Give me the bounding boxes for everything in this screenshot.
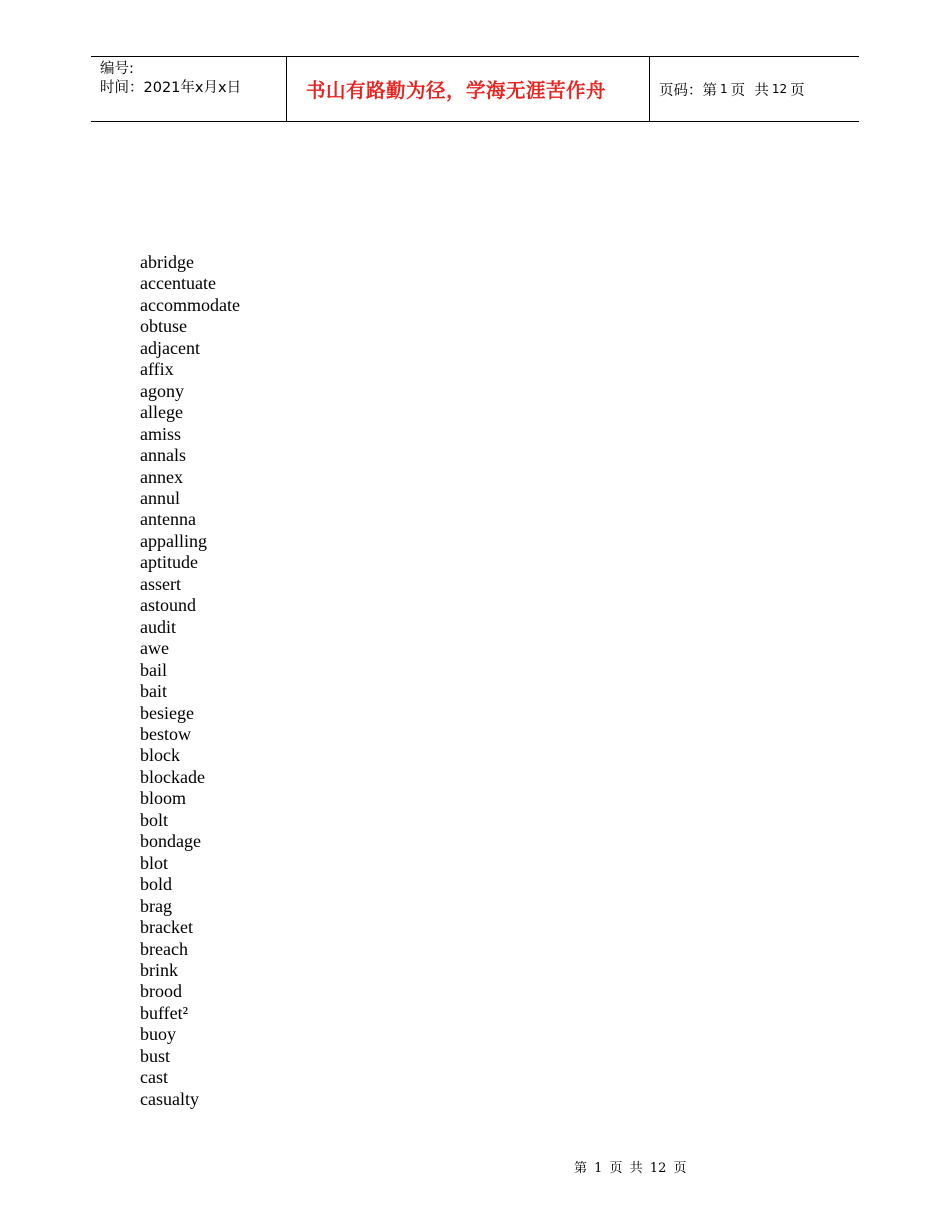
vocabulary-word: buffet²	[140, 1002, 189, 1023]
vocabulary-word: bestow	[140, 723, 191, 744]
time-label: 时间：2021年x月x日	[100, 80, 242, 96]
vocabulary-word: amiss	[140, 423, 182, 444]
page-suffix: 页	[790, 82, 805, 99]
motto-text: 书山有路勤为径，学海无涯苦作舟	[306, 79, 607, 102]
vocabulary-word: assert	[140, 573, 181, 594]
vocabulary-word: antenna	[140, 509, 196, 530]
vocabulary-list	[140, 252, 240, 1110]
vocabulary-word: annals	[140, 445, 186, 466]
page-header	[91, 56, 859, 122]
vocabulary-word: agony	[140, 380, 184, 401]
vocabulary-word: aptitude	[140, 552, 198, 573]
vocabulary-word: bondage	[140, 831, 201, 852]
vocabulary-word: adjacent	[140, 337, 200, 358]
vocabulary-word: besiege	[140, 702, 194, 723]
vocabulary-word: blockade	[140, 766, 205, 787]
page-prefix: 页码：第	[659, 82, 717, 99]
vocabulary-word: astound	[140, 595, 196, 616]
vocabulary-word: awe	[140, 638, 169, 659]
vocabulary-word: brood	[140, 981, 182, 1002]
vocabulary-word: breach	[140, 938, 188, 959]
vocabulary-word: bolt	[140, 809, 169, 830]
vocabulary-word: abridge	[140, 252, 194, 272]
vocabulary-word: accentuate	[140, 273, 216, 294]
header-motto-cell	[287, 57, 650, 121]
vocabulary-word: blot	[140, 852, 169, 873]
vocabulary-word: block	[140, 745, 180, 766]
vocabulary-word: bust	[140, 1045, 171, 1066]
vocabulary-word: appalling	[140, 530, 207, 551]
vocabulary-word: bloom	[140, 788, 187, 809]
page-mid: 页 共	[730, 82, 769, 99]
number-label: 编号:	[100, 61, 134, 77]
vocabulary-word: audit	[140, 616, 176, 637]
header-page-cell	[650, 57, 859, 121]
vocabulary-word: brink	[140, 959, 178, 980]
vocabulary-word: buoy	[140, 1024, 176, 1045]
page-total: 12	[771, 82, 788, 96]
vocabulary-word: annul	[140, 487, 180, 508]
page-current: 1	[720, 82, 728, 96]
vocabulary-word: brag	[140, 895, 172, 916]
page-footer: 第 1 页 共 12 页	[574, 1161, 687, 1176]
vocabulary-word: bait	[140, 681, 167, 702]
vocabulary-word: cast	[140, 1067, 168, 1088]
vocabulary-word: bold	[140, 874, 173, 895]
vocabulary-word: casualty	[140, 1088, 199, 1109]
vocabulary-word: bracket	[140, 917, 193, 938]
vocabulary-word: affix	[140, 359, 174, 380]
vocabulary-word: bail	[140, 659, 167, 680]
header-info-cell	[91, 57, 287, 121]
vocabulary-word: annex	[140, 466, 183, 487]
vocabulary-word: accommodate	[140, 294, 240, 315]
vocabulary-word: obtuse	[140, 316, 187, 337]
vocabulary-word: allege	[140, 402, 183, 423]
